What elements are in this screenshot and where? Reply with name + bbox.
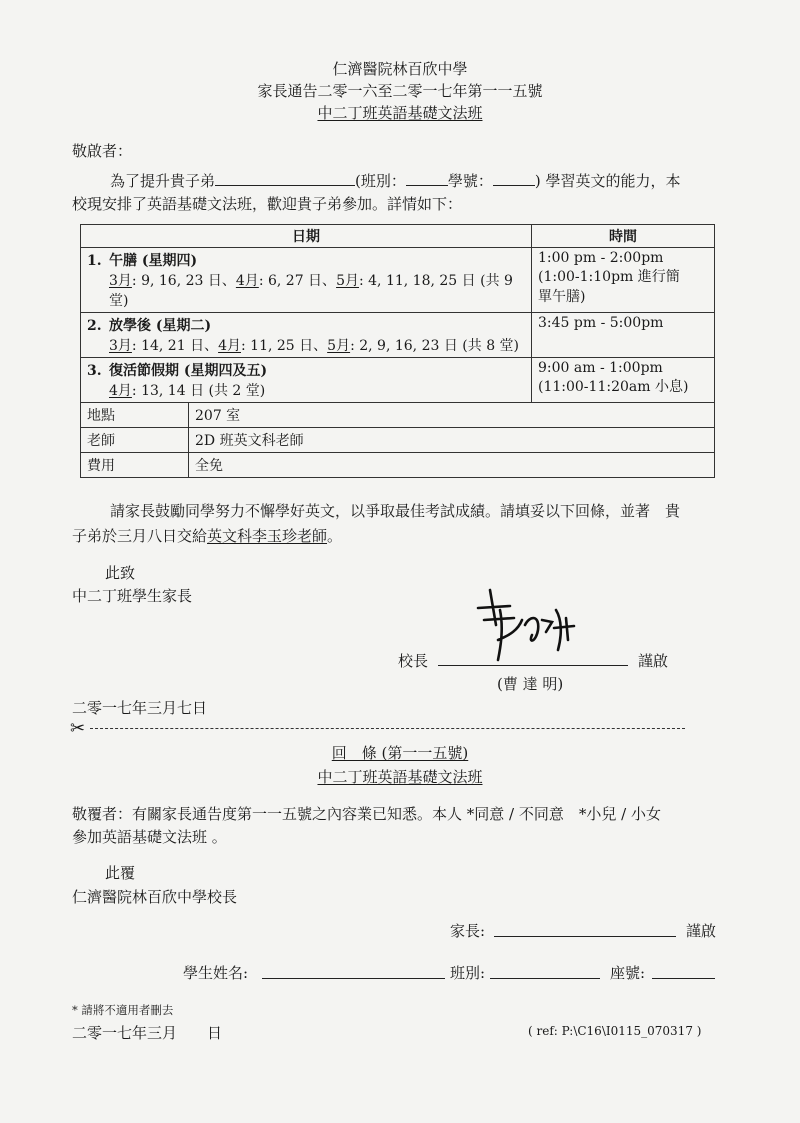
month-label: 5月 xyxy=(336,273,359,289)
reference-code: ( ref: P:\C16\I0115_070317 ) xyxy=(528,1024,702,1038)
session-row xyxy=(81,358,715,403)
time-column-header: 時間 xyxy=(532,225,715,248)
school-name: 仁濟醫院林百欣中學 xyxy=(332,60,468,78)
info-row-teacher xyxy=(81,428,715,453)
info-value: 全免 xyxy=(189,453,715,478)
student-name-blank xyxy=(215,170,355,186)
principal-signature xyxy=(470,580,590,665)
request-line-2 xyxy=(72,525,342,546)
reply-subtitle-text: 中二丁班英語基礎文法班 xyxy=(317,768,483,786)
day-list: : 11, 25 日、 xyxy=(241,338,328,354)
parent-sign-field[interactable] xyxy=(494,936,676,937)
session-date-list xyxy=(87,270,525,310)
info-value: 207 室 xyxy=(189,403,715,428)
notice-number: 家長通告二零一六至二零一七年第一一五號 xyxy=(257,82,543,100)
session-number: 2. xyxy=(87,318,102,334)
scissors-icon: ✂ xyxy=(70,718,86,739)
month-label: 4月 xyxy=(109,383,132,399)
session-date-list xyxy=(87,380,525,400)
reply-closing: 此覆 xyxy=(105,864,136,882)
reply-body-line-2: 參加英語基礎文法班 。 xyxy=(72,828,227,846)
session-date-list xyxy=(87,335,525,355)
reply-subtitle xyxy=(0,766,800,787)
parent-label: 家長: xyxy=(450,922,486,940)
intro-text-a: 為了提升貴子弟 xyxy=(110,172,216,190)
principal-label: 校長 xyxy=(398,652,429,670)
info-row-fee xyxy=(81,453,715,478)
footnote: * 請將不適用者刪去 xyxy=(72,1003,174,1017)
session-time: 1:00 pm - 2:00pm xyxy=(538,250,664,266)
day-list: : 14, 21 日、 xyxy=(131,338,219,354)
info-label: 費用 xyxy=(81,453,189,478)
session-time-note-cont: 單午膳) xyxy=(538,289,586,305)
session-number: 3. xyxy=(87,363,102,379)
reply-addressee: 仁濟醫院林百欣中學校長 xyxy=(72,888,238,906)
request-line-1: 請家長鼓勵同學努力不懈學好英文，以爭取最佳考試成績。請填妥以下回條，並著 貴 xyxy=(110,502,681,520)
request-text: 子弟於三月八日交給 xyxy=(72,527,208,545)
reply-date: 二零一七年三月 日 xyxy=(72,1024,223,1042)
intro-text-c: 學號： xyxy=(447,172,493,190)
month-label: 4月 xyxy=(218,338,241,354)
session-time-note: (1:00-1:10pm 進行簡 xyxy=(538,269,680,285)
principal-name: (曹 達 明) xyxy=(497,675,564,693)
month-label: 3月 xyxy=(109,273,132,289)
day-list: : 4, 11, 18, 25 日 (共 9 堂) xyxy=(109,273,513,309)
date-column-header: 日期 xyxy=(81,225,532,248)
student-name-label: 學生姓名: xyxy=(183,964,249,982)
month-label: 4月 xyxy=(235,273,259,289)
session-time-cell xyxy=(532,313,715,358)
session-time-note: (11:00-11:20am 小息) xyxy=(538,379,689,395)
teacher-name: 英文科李玉珍老師 xyxy=(207,527,328,545)
student-name-field[interactable] xyxy=(262,978,445,979)
session-title: 放學後 (星期二) xyxy=(109,318,212,334)
session-time: 9:00 am - 1:00pm xyxy=(538,360,663,376)
class-blank xyxy=(406,170,448,186)
seat-field[interactable] xyxy=(652,978,715,979)
day-list: : 13, 14 日 (共 2 堂) xyxy=(131,383,266,399)
reply-title-text: 回 條 (第一一五號) xyxy=(331,744,469,762)
seat-label: 座號: xyxy=(610,964,646,982)
session-dates-cell xyxy=(81,313,532,358)
table-header-row xyxy=(81,225,715,248)
session-time-cell xyxy=(532,248,715,313)
day-list: : 6, 27 日、 xyxy=(258,273,337,289)
schedule-table xyxy=(80,224,715,478)
cut-line xyxy=(90,728,685,729)
class-field[interactable] xyxy=(490,978,600,979)
notice-subject-text: 中二丁班英語基礎文法班 xyxy=(317,104,483,122)
info-label: 老師 xyxy=(81,428,189,453)
letter-date: 二零一七年三月七日 xyxy=(72,699,208,717)
session-title: 復活節假期 (星期四及五) xyxy=(109,363,268,379)
request-end: 。 xyxy=(327,527,343,545)
parent-end: 謹啟 xyxy=(686,922,717,940)
session-row xyxy=(81,313,715,358)
info-value: 2D 班英文科老師 xyxy=(189,428,715,453)
session-time: 3:45 pm - 5:00pm xyxy=(538,315,664,331)
session-number: 1. xyxy=(87,253,102,269)
info-label: 地點 xyxy=(81,403,189,428)
reply-body-line-1: 敬覆者：有關家長通告度第一一五號之內容業已知悉。本人 *同意 / 不同意 *小兒 / 小女 xyxy=(72,805,661,823)
reply-title xyxy=(0,742,800,763)
intro-line-1 xyxy=(110,170,681,191)
session-title: 午膳 (星期四) xyxy=(109,253,198,269)
principal-end: 謹啟 xyxy=(638,652,669,670)
info-row-location xyxy=(81,403,715,428)
session-time-cell xyxy=(532,358,715,403)
day-list: : 9, 16, 23 日、 xyxy=(131,273,236,289)
notice-subject xyxy=(0,102,800,123)
day-list: : 2, 9, 16, 23 日 (共 8 堂) xyxy=(350,338,520,354)
month-label: 5月 xyxy=(327,338,351,354)
session-dates-cell xyxy=(81,248,532,313)
student-no-blank xyxy=(493,170,535,186)
salutation: 敬啟者： xyxy=(72,142,133,160)
intro-line-2: 校現安排了英語基礎文法班，歡迎貴子弟參加。詳情如下： xyxy=(72,195,463,213)
principal-sign-line xyxy=(438,665,628,666)
intro-text-b: (班別： xyxy=(355,172,406,190)
intro-text-d: ) 學習英文的能力，本 xyxy=(534,172,681,190)
closing: 此致 xyxy=(105,564,136,582)
session-dates-cell xyxy=(81,358,532,403)
month-label: 3月 xyxy=(109,338,132,354)
session-row xyxy=(81,248,715,313)
class-label: 班別: xyxy=(450,964,486,982)
addressee: 中二丁班學生家長 xyxy=(72,587,193,605)
